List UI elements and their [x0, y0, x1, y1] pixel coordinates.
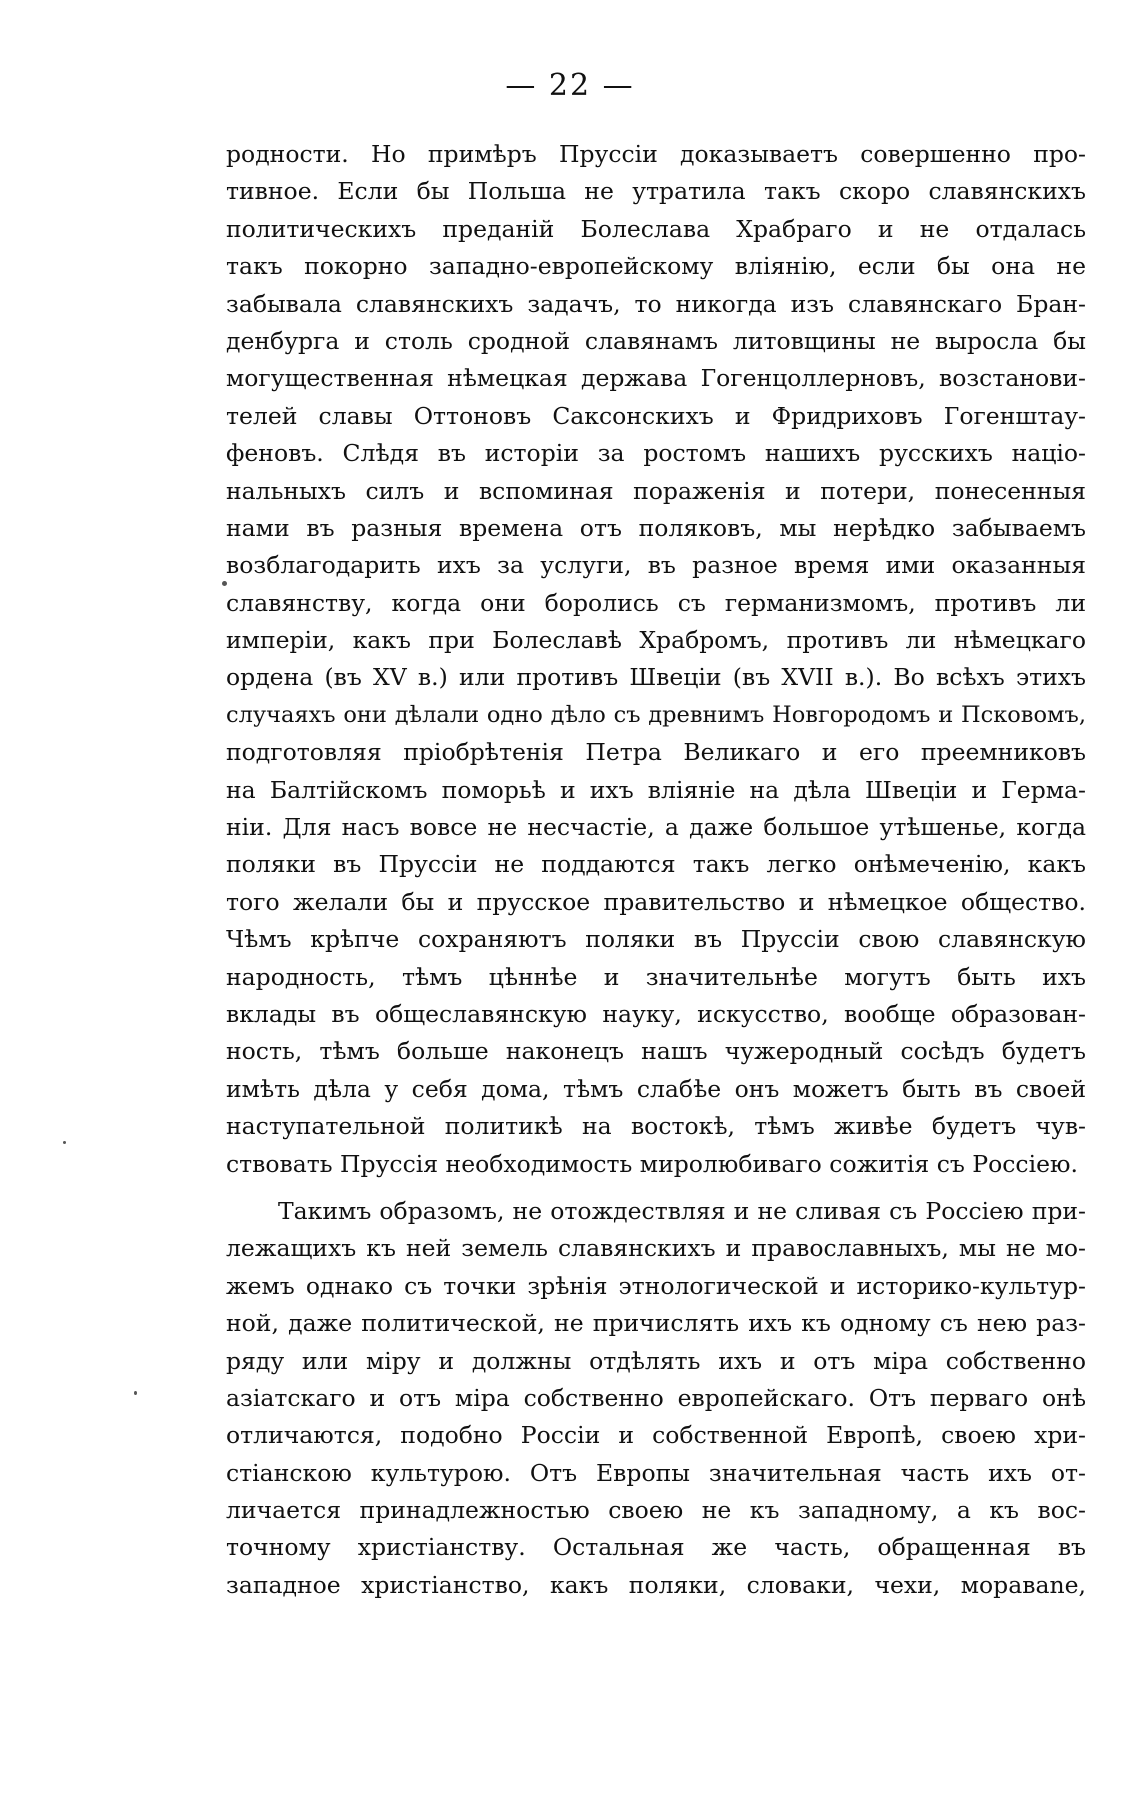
text-line: народность, тѣмъ цѣннѣе и значительнѣе могутъ быть ихъ: [226, 962, 1086, 991]
body-text: [226, 136, 1086, 1604]
text-line: того желали бы и прусское правительство и нѣмецкое общество.: [226, 887, 1086, 916]
text-line: Такимъ образомъ, не отождествляя и не сливая съ Россіею при-: [278, 1196, 1086, 1225]
text-line: политическихъ преданій Болеслава Храбраго и не отдалась: [226, 214, 1086, 243]
text-line: Чѣмъ крѣпче сохраняютъ поляки въ Пруссіи свою славянскую: [226, 925, 1086, 954]
text-line: азіатскаго и отъ міра собственно европейскаго. Отъ перваго онѣ: [226, 1383, 1086, 1412]
text-line: наступательной политикѣ на востокѣ, тѣмъ живѣе будетъ чув-: [226, 1112, 1086, 1141]
text-line: нальныхъ силъ и вспоминая пораженія и потери, понесенныя: [226, 476, 1086, 505]
text-line: родности. Но примѣръ Пруссіи доказываетъ совершенно про-: [226, 140, 1086, 168]
page-number: — 22 —: [505, 68, 635, 103]
print-speck: [134, 1391, 137, 1395]
text-line: случаяхъ они дѣлали одно дѣло съ древнимъ Новгородомъ и Псковомъ,: [226, 701, 1086, 728]
text-line: вклады въ общеславянскую науку, искусство, вообще образован-: [226, 999, 1086, 1028]
text-line: забывала славянскихъ задачъ, то никогда изъ славянскаго Бран-: [226, 289, 1086, 318]
text-line: денбурга и столь сродной славянамъ литовщины не выросла бы: [226, 326, 1086, 355]
text-line: на Балтійскомъ поморьѣ и ихъ вліяніе на дѣла Швеціи и Герма-: [226, 775, 1086, 804]
print-speck: [222, 581, 227, 586]
text-line: нами въ разныя времена отъ поляковъ, мы нерѣдко забываемъ: [226, 513, 1086, 542]
text-line: стіанскою культурою. Отъ Европы значительная часть ихъ от-: [226, 1458, 1086, 1487]
paragraph-gap: [226, 1183, 1086, 1193]
paragraph-1: [226, 136, 1086, 1183]
text-line: поляки въ Пруссіи не поддаются такъ легко онѣмеченію, какъ: [226, 850, 1086, 879]
text-line: ствовать Пруссія необходимость миролюбиваго сожитія съ Россіею.: [226, 1149, 1078, 1178]
text-line: ряду или міру и должны отдѣлять ихъ и отъ міра собственно: [226, 1346, 1086, 1375]
text-line: тивное. Если бы Польша не утратила такъ скоро славянскихъ: [226, 177, 1086, 206]
text-line: имѣть дѣла у себя дома, тѣмъ слабѣе онъ можетъ быть въ своей: [226, 1074, 1086, 1103]
text-line: ордена (въ XV в.) или противъ Швеціи (въ XVII в.). Во всѣхъ этихъ: [226, 663, 1086, 692]
text-line: феновъ. Слѣдя въ исторіи за ростомъ нашихъ русскихъ націо-: [226, 439, 1086, 468]
text-line: ніи. Для насъ вовсе не несчастіе, а даже большое утѣшенье, когда: [226, 813, 1086, 842]
text-line: отличаются, подобно Россіи и собственной Европѣ, своею хри-: [226, 1421, 1086, 1450]
text-line: лежащихъ къ ней земель славянскихъ и православныхъ, мы не мо-: [226, 1234, 1086, 1263]
text-line: возблагодарить ихъ за услуги, въ разное время ими оказанныя: [226, 551, 1086, 580]
print-speck: [63, 1141, 66, 1144]
text-line: имперіи, какъ при Болеславѣ Храбромъ, противъ ли нѣмецкаго: [226, 626, 1086, 655]
text-line: личается принадлежностью своею не къ западному, а къ вос-: [226, 1496, 1086, 1525]
text-line: ной, даже политической, не причислять ихъ къ одному съ нею раз-: [226, 1309, 1086, 1338]
text-line: подготовляя пріобрѣтенія Петра Великаго и его преемниковъ: [226, 738, 1086, 767]
text-line: точному христіанству. Остальная же часть, обращенная въ: [226, 1533, 1086, 1562]
text-line: могущественная нѣмецкая держава Гогенцоллерновъ, возстанови-: [226, 364, 1086, 393]
text-line: жемъ однако съ точки зрѣнія этнологической и историко-культур-: [226, 1271, 1086, 1300]
text-line: западное христіанство, какъ поляки, словаки, чехи, моравane,: [226, 1570, 1086, 1599]
text-line: такъ покорно западно-европейскому вліянію, если бы она не: [226, 252, 1086, 281]
text-line: телей славы Оттоновъ Саксонскихъ и Фридриховъ Гогенштау-: [226, 401, 1086, 430]
paragraph-2: [226, 1193, 1086, 1604]
text-line: славянству, когда они боролись съ германизмомъ, противъ ли: [226, 588, 1086, 617]
text-line: ность, тѣмъ больше наконецъ нашъ чужеродный сосѣдъ будетъ: [226, 1037, 1086, 1066]
